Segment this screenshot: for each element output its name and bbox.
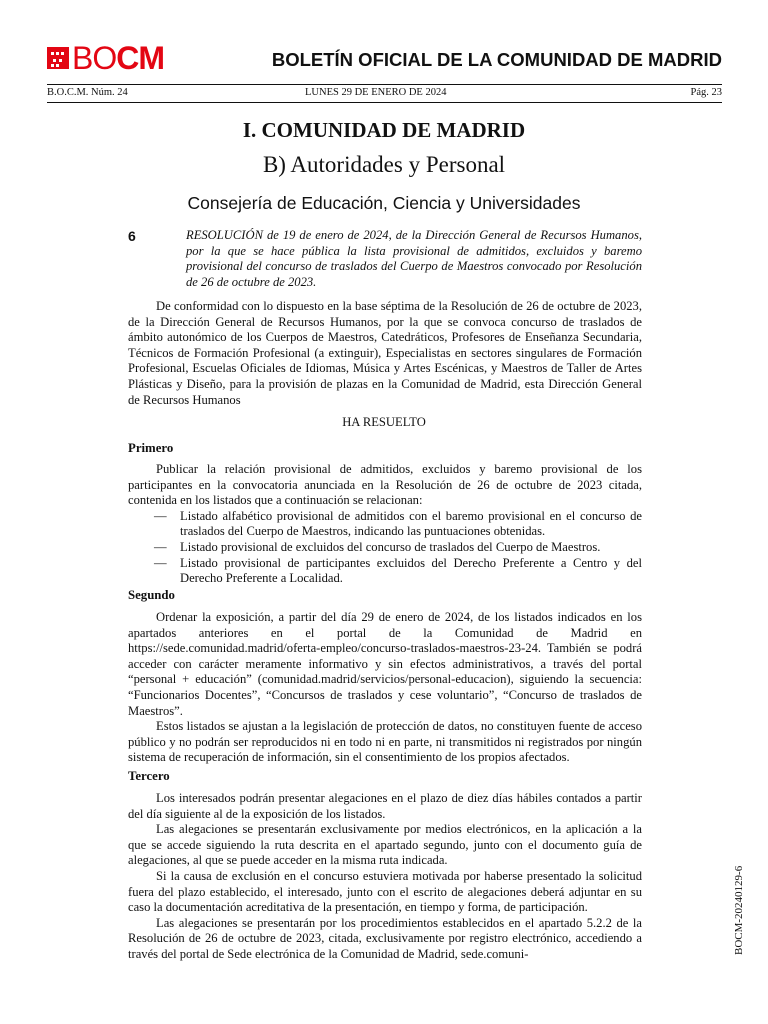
ha-resuelto: HA RESUELTO <box>342 415 426 429</box>
section-level3: Consejería de Educación, Ciencia y Universidades <box>187 193 581 213</box>
primero-block <box>128 462 642 587</box>
tercero-paragraph-2: Las alegaciones se presentarán exclusivamente por medios electrónicos, en la aplicación a la que se accede siguiendo la ruta descrita en el apartado segundo, junto con el documento guía de alegaciones, al que se puede acceder en la misma ruta indicada. <box>128 822 642 868</box>
header-rule-bottom <box>47 102 722 103</box>
segundo-paragraph-2: Estos listados se ajustan a la legislación de protección de datos, no constituyen fuente de acceso público y no podrán ser reproducidos ni en todo ni en parte, ni transmitidos ni registrados por ningún sistema de recuperación de información, sin el consentimiento de los propios afectados. <box>128 719 642 765</box>
tercero-paragraph-4: Las alegaciones se presentarán por los procedimientos establecidos en el apartado 5.2.2 de la Resolución de 26 de octubre de 2023, citada, exclusivamente por registro electrónico, accediendo a través del portal de Sede electrónica de la Comunidad de Madrid, sede.comuni- <box>128 915 642 961</box>
tercero-paragraph-3: Si la causa de exclusión en el concurso estuviera motivada por haberse presentado la solicitud fuera del plazo establecido, el interesado, junto con el escrito de alegaciones deberá adjuntar en su caso la documentación acreditativa de la presentación, en tiempo y forma, de participación. <box>128 868 642 915</box>
segundo-block <box>128 610 642 766</box>
issue-date: LUNES 29 DE ENERO DE 2024 <box>305 87 447 98</box>
page-number: Pág. 23 <box>690 87 722 98</box>
heading-segundo: Segundo <box>128 588 175 602</box>
list-item: — Listado alfabético provisional de admitidos con el baremo provisional en el concurso de traslados del Cuerpo de Maestros, indicando las puntuaciones obtenidas. <box>154 508 642 539</box>
logo-text: BOCM <box>72 40 164 76</box>
resolution-number: 6 <box>128 228 136 244</box>
document-code: BOCM-20240129-6 <box>733 865 745 955</box>
segundo-paragraph-1: Ordenar la exposición, a partir del día 29 de enero de 2024, de los listados indicados en los apartados anteriores en el portal de la Comunidad de Madrid en https://sede.comunidad.madrid/oferta-empleo/concurso-traslados-maestros-23-24. También se podrá acceder con carácter meramente informativo y sin efectos administrativos, a través del portal “personal + educación” (comunidad.madrid/servicios/personal-educacion), siguiendo la secuencia: “Funcionarios Docentes”, “Concursos de traslados y cese voluntario”, “Concurso de traslados de Maestros”. <box>128 610 642 718</box>
resolution-title: RESOLUCIÓN de 19 de enero de 2024, de la Dirección General de Recursos Humanos, por la que se hace pública la lista provisional de admitidos, excluidos y baremo provisional del concurso de traslados del Cuerpo de Maestros convocado por Resolución de 26 de octubre de 2023. <box>186 228 642 289</box>
tercero-paragraph-1: Los interesados podrán presentar alegaciones en el plazo de diez días hábiles contados a partir del día siguiente al de la exposición de los listados. <box>128 791 642 821</box>
section-level2: B) Autoridades y Personal <box>262 152 506 177</box>
heading-primero: Primero <box>128 441 174 455</box>
madrid-flag-icon <box>47 47 69 69</box>
intro-block <box>128 299 642 408</box>
page-header <box>47 40 722 80</box>
bulletin-title: BOLETÍN OFICIAL DE LA COMUNIDAD DE MADRID <box>271 49 722 70</box>
intro-paragraph: De conformidad con lo dispuesto en la base séptima de la Resolución de 26 de octubre de 2023, de la Dirección General de Recursos Humanos, por la que se convoca concurso de traslados de ámbito autonómico de los Cuerpos de Maestros, Catedráticos, Profesores de Enseñanza Secundaria, Técnicos de Formación Profesional (a extinguir), Especialistas en sectores singulares de Formación Profesional, Escuelas Oficiales de Idiomas, Música y Artes Escénicas, y Maestros de Taller de Artes Plásticas y Diseño, para la provisión de plazas en la Comunidad de Madrid, esta Dirección General de Recursos Humanos <box>128 299 642 407</box>
list-item: — Listado provisional de participantes excluidos del Derecho Preferente a Centro y del Derecho Preferente a Localidad. <box>154 555 642 586</box>
bocm-logo <box>47 40 164 76</box>
header-rule-top <box>47 84 722 85</box>
issue-number: B.O.C.M. Núm. 24 <box>47 87 128 98</box>
section-level1: I. COMUNIDAD DE MADRID <box>242 118 526 142</box>
primero-paragraph: Publicar la relación provisional de admitidos, excluidos y baremo provisional de los participantes en la convocatoria anunciada en la Resolución de 26 de octubre de 2023 citada, contenida en los listados que a continuación se relacionan: <box>128 462 642 508</box>
heading-tercero: Tercero <box>128 769 170 783</box>
list-item: — Listado provisional de excluidos del concurso de traslados del Cuerpo de Maestros. <box>154 539 601 554</box>
tercero-block <box>128 791 642 963</box>
issue-meta <box>47 87 722 101</box>
